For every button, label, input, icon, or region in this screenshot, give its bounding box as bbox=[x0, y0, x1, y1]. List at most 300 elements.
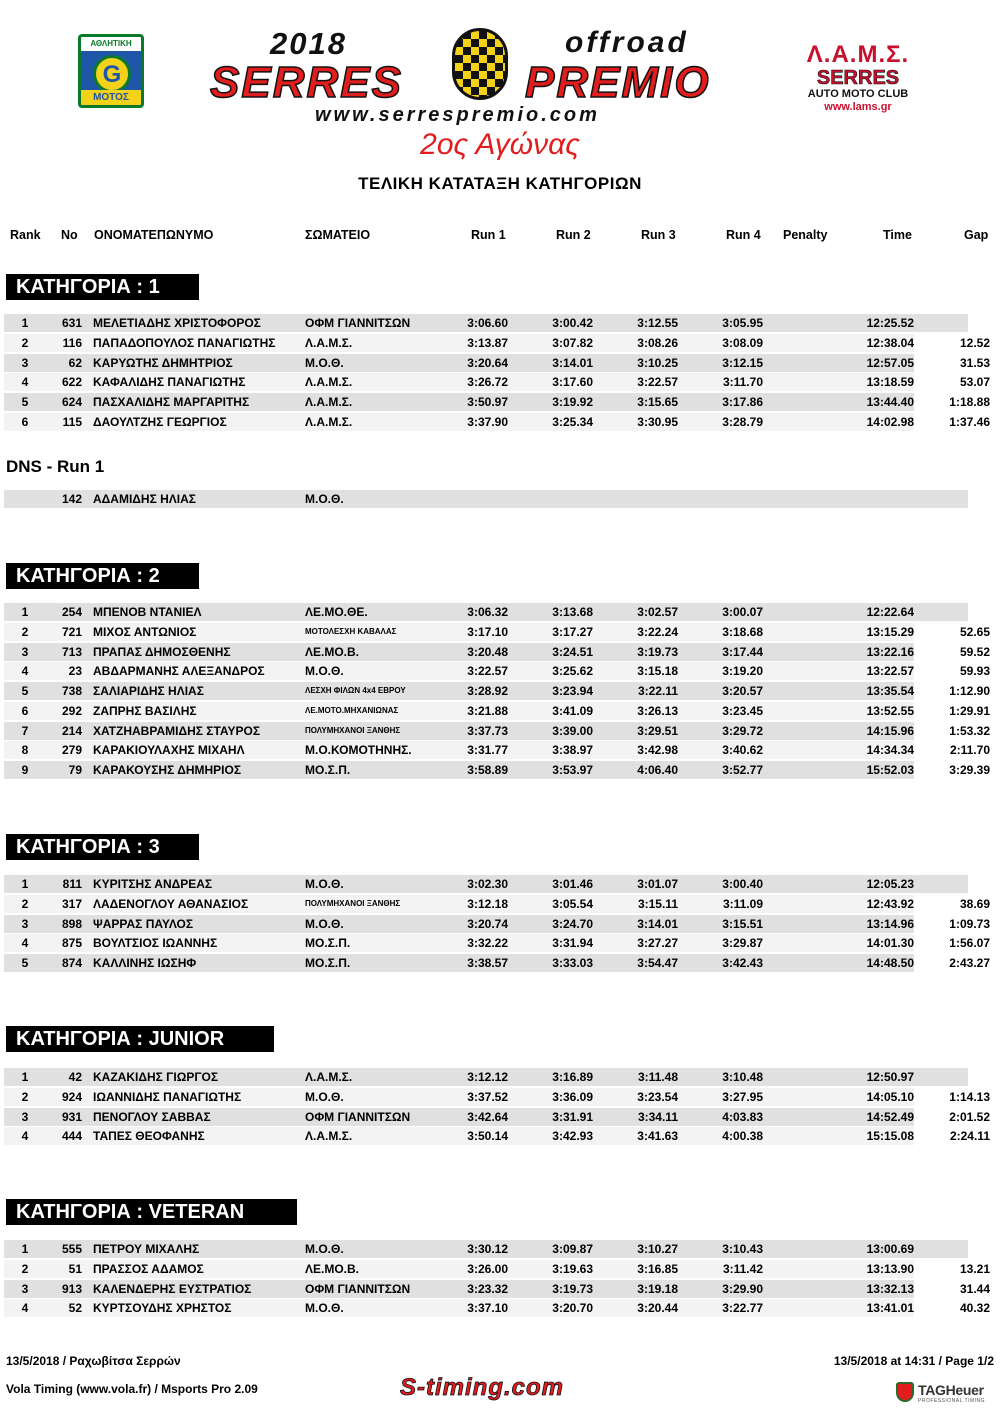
rank: 4 bbox=[21, 375, 29, 390]
run4-time: 3:12.15 bbox=[722, 355, 763, 370]
col-run1: Run 1 bbox=[471, 228, 506, 242]
run3-time: 3:20.44 bbox=[637, 1301, 678, 1316]
run1-time: 3:32.22 bbox=[467, 936, 508, 951]
col-time: Time bbox=[883, 228, 912, 242]
driver-name: ΚΑΡΑΚΟΥΣΗΣ ΔΗΜΗΡΙΟΣ bbox=[93, 763, 242, 777]
logo-top-text: ΑΘΛΗΤΙΚΗ bbox=[81, 37, 141, 51]
table-row bbox=[4, 1260, 990, 1278]
race-number: 23 bbox=[68, 664, 82, 679]
driver-name: ΔΑΟΥΛΤΖΗΣ ΓΕΩΡΓΙΟΣ bbox=[93, 414, 227, 429]
race-number: 444 bbox=[61, 1129, 82, 1144]
run4-time: 3:11.09 bbox=[722, 896, 763, 911]
run3-time: 3:22.11 bbox=[637, 684, 678, 698]
club: Λ.Α.Μ.Σ. bbox=[305, 414, 353, 429]
race-number: 279 bbox=[61, 743, 82, 758]
club: Λ.Α.Μ.Σ. bbox=[305, 1129, 353, 1144]
total-time: 13:22.16 bbox=[866, 644, 914, 659]
run3-time: 3:08.26 bbox=[637, 335, 678, 350]
brand-word-serres: SERRES bbox=[210, 58, 403, 107]
run2-time: 3:31.94 bbox=[552, 936, 593, 951]
club: ΟΦΜ ΓΙΑΝΝΙΤΣΩΝ bbox=[305, 1281, 411, 1296]
club: Μ.Ο.Θ. bbox=[305, 492, 344, 506]
rank: 4 bbox=[21, 1129, 29, 1144]
driver-name: ΠΕΤΡΟΥ ΜΙΧΑΛΗΣ bbox=[93, 1242, 200, 1256]
gap: 12.52 bbox=[914, 334, 990, 352]
run4-time: 3:29.87 bbox=[722, 936, 763, 951]
run4-time: 3:17.44 bbox=[722, 644, 763, 659]
run2-time: 3:53.97 bbox=[552, 763, 593, 777]
table-row bbox=[4, 741, 990, 759]
run2-time: 3:17.27 bbox=[552, 624, 593, 639]
category-2-banner: ΚΑΤΗΓΟΡΙΑ : 2 bbox=[6, 563, 199, 589]
run3-time: 3:16.85 bbox=[637, 1261, 678, 1276]
rank: 5 bbox=[21, 395, 29, 409]
rank: 3 bbox=[21, 1109, 29, 1124]
run4-time: 4:03.83 bbox=[722, 1109, 763, 1124]
table-row bbox=[4, 413, 990, 431]
lams-logo-line2: SERRES bbox=[816, 67, 900, 89]
run3-time: 3:29.51 bbox=[637, 723, 678, 738]
lams-logo-line1: Λ.Α.Μ.Σ. bbox=[806, 41, 910, 68]
total-time: 14:02.98 bbox=[866, 414, 914, 429]
run1-time: 3:06.60 bbox=[467, 316, 508, 330]
gap: 1:37.46 bbox=[914, 413, 990, 431]
run2-time: 3:23.94 bbox=[552, 684, 593, 698]
rank: 4 bbox=[21, 664, 29, 679]
driver-name: ΑΒΔΑΡΜΑΝΗΣ ΑΛΕΞΑΝΔΡΟΣ bbox=[93, 664, 265, 679]
club: Μ.Ο.Θ. bbox=[305, 355, 344, 370]
run2-time: 3:13.68 bbox=[552, 605, 593, 619]
lams-logo-line3: AUTO MOTO CLUB bbox=[807, 88, 909, 100]
run1-time: 3:30.12 bbox=[467, 1242, 508, 1256]
rank: 6 bbox=[21, 414, 29, 429]
run1-time: 3:50.97 bbox=[467, 395, 508, 409]
driver-name: ΧΑΤΖΗΑΒΡΑΜΙΔΗΣ ΣΤΑΥΡΟΣ bbox=[93, 723, 261, 738]
driver-name: ΤΑΠΕΣ ΘΕΟΦΑΝΗΣ bbox=[93, 1129, 205, 1144]
gap: 1:09.73 bbox=[914, 915, 990, 933]
run2-time: 3:14.01 bbox=[552, 355, 593, 370]
run2-time: 3:42.93 bbox=[552, 1129, 593, 1144]
run2-time: 3:24.70 bbox=[552, 916, 593, 931]
race-number: 51 bbox=[68, 1261, 82, 1276]
total-time: 12:25.52 bbox=[866, 316, 914, 330]
run1-time: 3:22.57 bbox=[467, 664, 508, 679]
tagheuer-subtitle: PROFESSIONAL TIMING bbox=[918, 1398, 986, 1404]
brand-word-premio: PREMIO bbox=[525, 58, 711, 107]
race-number: 79 bbox=[68, 763, 82, 777]
run1-time: 3:12.12 bbox=[467, 1070, 508, 1084]
run2-time: 3:38.97 bbox=[552, 743, 593, 758]
gap: 38.69 bbox=[914, 895, 990, 913]
run2-time: 3:20.70 bbox=[552, 1301, 593, 1316]
run4-time: 4:00.38 bbox=[722, 1129, 763, 1144]
race-number: 931 bbox=[61, 1109, 82, 1124]
col-name: ΟΝΟΜΑΤΕΠΩΝΥΜΟ bbox=[94, 228, 214, 242]
run2-time: 3:39.00 bbox=[552, 723, 593, 738]
total-time: 13:52.55 bbox=[866, 703, 914, 718]
athletic-motos-logo bbox=[78, 34, 144, 108]
gap: 59.93 bbox=[914, 662, 990, 680]
run2-time: 3:09.87 bbox=[552, 1242, 593, 1256]
run1-time: 3:12.18 bbox=[467, 896, 508, 911]
club: ΛΕ.ΜΟ.ΘΕ. bbox=[305, 605, 368, 619]
run1-time: 3:28.92 bbox=[467, 684, 508, 698]
total-time: 14:34.34 bbox=[866, 743, 914, 758]
run2-time: 3:31.91 bbox=[552, 1109, 593, 1124]
run1-time: 3:20.74 bbox=[467, 916, 508, 931]
race-number: 115 bbox=[62, 414, 82, 429]
total-time: 14:48.50 bbox=[866, 956, 914, 970]
driver-name: ΚΥΡΤΣΟΥΔΗΣ ΧΡΗΣΤΟΣ bbox=[93, 1301, 232, 1316]
race-number: 713 bbox=[61, 644, 82, 659]
run2-time: 3:25.34 bbox=[552, 414, 593, 429]
run3-time: 3:15.11 bbox=[637, 896, 678, 911]
gap: 59.52 bbox=[914, 643, 990, 661]
run3-time: 3:12.55 bbox=[637, 316, 678, 330]
driver-name: ΠΕΝΟΓΛΟΥ ΣΑΒΒΑΣ bbox=[93, 1109, 211, 1124]
run2-time: 3:00.42 bbox=[552, 316, 593, 330]
club: ΜΟ.Σ.Π. bbox=[305, 763, 351, 777]
driver-name: ΖΑΠΡΗΣ ΒΑΣΙΛΗΣ bbox=[93, 703, 197, 718]
rank: 3 bbox=[21, 916, 29, 931]
run1-time: 3:20.64 bbox=[467, 355, 508, 370]
tagheuer-name: TAGHeuer bbox=[918, 1382, 984, 1398]
gap: 1:29.91 bbox=[914, 702, 990, 720]
run4-time: 3:10.48 bbox=[722, 1070, 763, 1084]
table-row bbox=[4, 334, 990, 352]
run2-time: 3:19.73 bbox=[552, 1281, 593, 1296]
driver-name: ΜΠΕΝΟΒ ΝΤΑΝΙΕΛ bbox=[93, 605, 202, 619]
gap: 13.21 bbox=[914, 1260, 990, 1278]
run3-time: 3:27.27 bbox=[637, 936, 678, 951]
logo-bottom-text: ΜΟΤΟΣ bbox=[81, 90, 141, 105]
run4-time: 3:40.62 bbox=[722, 743, 763, 758]
run1-time: 3:21.88 bbox=[467, 703, 508, 718]
total-time: 14:05.10 bbox=[866, 1089, 914, 1104]
run3-time: 3:01.07 bbox=[637, 877, 678, 891]
logo-g-emblem-icon bbox=[93, 55, 131, 93]
race-number: 52 bbox=[68, 1301, 82, 1316]
rank: 2 bbox=[21, 1089, 29, 1104]
club: Μ.Ο.Θ. bbox=[305, 877, 344, 891]
tagheuer-logo bbox=[896, 1380, 996, 1406]
race-number: 875 bbox=[61, 936, 82, 951]
club: Μ.Ο.Θ. bbox=[305, 1301, 344, 1316]
race-number: 631 bbox=[61, 316, 82, 330]
gap: 2:11.70 bbox=[914, 741, 990, 759]
run4-time: 3:11.42 bbox=[722, 1261, 763, 1276]
run2-time: 3:36.09 bbox=[552, 1089, 593, 1104]
brand-website: www.serrespremio.com bbox=[315, 104, 600, 126]
s-timing-logo: S-timing.com bbox=[400, 1374, 565, 1401]
club: Λ.Α.Μ.Σ. bbox=[305, 1070, 353, 1084]
driver-name: ΠΡΑΠΑΣ ΔΗΜΟΣΘΕΝΗΣ bbox=[93, 644, 231, 659]
footer-printed-page: 13/5/2018 at 14:31 / Page 1/2 bbox=[833, 1354, 994, 1368]
driver-name: ΚΑΡΥΩΤΗΣ ΔΗΜΗΤΡΙΟΣ bbox=[93, 355, 233, 370]
col-rank: Rank bbox=[10, 228, 41, 242]
run4-time: 3:42.43 bbox=[722, 956, 763, 970]
rank: 3 bbox=[21, 644, 29, 659]
rank: 1 bbox=[21, 1070, 29, 1084]
run2-time: 3:01.46 bbox=[552, 877, 593, 891]
brand-offroad: offroad bbox=[565, 26, 689, 59]
col-run3: Run 3 bbox=[641, 228, 676, 242]
race-number: 874 bbox=[61, 956, 82, 970]
total-time: 15:15.08 bbox=[866, 1129, 914, 1144]
total-time: 14:01.30 bbox=[866, 936, 914, 951]
table-row bbox=[4, 722, 990, 740]
run2-time: 3:05.54 bbox=[552, 896, 593, 911]
run4-time: 3:11.70 bbox=[722, 375, 763, 390]
rank: 1 bbox=[21, 316, 29, 330]
total-time: 12:43.92 bbox=[866, 896, 914, 911]
race-number: 292 bbox=[61, 703, 82, 718]
rank: 7 bbox=[21, 723, 29, 738]
rank: 8 bbox=[21, 743, 29, 758]
total-time: 12:22.64 bbox=[866, 605, 914, 619]
driver-name: ΛΑΔΕΝΟΓΛΟΥ ΑΘΑΝΑΣΙΟΣ bbox=[93, 896, 249, 911]
brand-year: 2018 bbox=[270, 26, 347, 61]
driver-name: ΜΙΧΟΣ ΑΝΤΩΝΙΟΣ bbox=[93, 624, 197, 639]
total-time: 13:35.54 bbox=[866, 684, 914, 698]
table-row bbox=[4, 314, 968, 332]
lams-logo bbox=[803, 42, 913, 122]
run1-time: 3:42.64 bbox=[467, 1109, 508, 1124]
table-row bbox=[4, 393, 990, 411]
run3-time: 3:34.11 bbox=[637, 1109, 678, 1124]
run2-time: 3:33.03 bbox=[552, 956, 593, 970]
club: ΛΕ.ΜΟ.Β. bbox=[305, 644, 360, 659]
race-number: 738 bbox=[61, 684, 82, 698]
driver-name: ΚΑΡΑΚΙΟΥΛΑΧΗΣ ΜΙΧΑΗΛ bbox=[93, 743, 245, 758]
club: ΠΟΛΥΜΗΧΑΝΟΙ ΞΑΝΘΗΣ bbox=[305, 725, 401, 735]
club: ΛΕ.ΜΟ.Β. bbox=[305, 1261, 360, 1276]
run1-time: 3:26.72 bbox=[467, 375, 508, 390]
club: Μ.Ο.Θ. bbox=[305, 916, 344, 931]
race-number: 142 bbox=[61, 492, 82, 506]
gap: 2:43.27 bbox=[914, 954, 990, 972]
rank: 5 bbox=[21, 684, 29, 698]
run1-time: 3:37.52 bbox=[467, 1089, 508, 1104]
club: Λ.Α.Μ.Σ. bbox=[305, 395, 353, 409]
table-row bbox=[4, 373, 990, 391]
table-row bbox=[4, 354, 990, 372]
club: Λ.Α.Μ.Σ. bbox=[305, 375, 353, 390]
gap: 1:12.90 bbox=[914, 682, 990, 700]
run3-time: 3:54.47 bbox=[637, 956, 678, 970]
table-row bbox=[4, 1088, 990, 1106]
run3-time: 3:14.01 bbox=[637, 916, 678, 931]
table-row bbox=[4, 1068, 968, 1086]
table-row bbox=[4, 702, 990, 720]
club: Λ.Α.Μ.Σ. bbox=[305, 335, 353, 350]
run3-time: 3:15.65 bbox=[637, 395, 678, 409]
run1-time: 3:13.87 bbox=[467, 335, 508, 350]
serres-premio-logo bbox=[200, 22, 770, 132]
run4-time: 3:00.40 bbox=[722, 877, 763, 891]
run1-time: 3:06.32 bbox=[467, 605, 508, 619]
table-row bbox=[4, 1108, 990, 1126]
page-subtitle: ΤΕΛΙΚΗ ΚΑΤΑΤΑΞΗ ΚΑΤΗΓΟΡΙΩΝ bbox=[358, 174, 642, 193]
run3-time: 3:15.18 bbox=[637, 664, 678, 679]
run3-time: 3:41.63 bbox=[637, 1129, 678, 1144]
run3-time: 3:10.27 bbox=[637, 1242, 678, 1256]
run4-time: 3:19.20 bbox=[722, 664, 763, 679]
run1-time: 3:23.32 bbox=[467, 1281, 508, 1296]
gap: 2:01.52 bbox=[914, 1108, 990, 1126]
run4-time: 3:17.86 bbox=[722, 395, 763, 409]
gap: 1:18.88 bbox=[914, 393, 990, 411]
rank: 4 bbox=[21, 936, 29, 951]
column-header-row bbox=[0, 228, 1000, 246]
run4-time: 3:28.79 bbox=[722, 414, 763, 429]
run4-time: 3:08.09 bbox=[722, 335, 763, 350]
gap: 1:56.07 bbox=[914, 934, 990, 952]
run4-time: 3:23.45 bbox=[722, 703, 763, 718]
race-number: 254 bbox=[61, 605, 82, 619]
run4-time: 3:52.77 bbox=[722, 763, 763, 777]
table-row bbox=[4, 1127, 990, 1145]
table-row bbox=[4, 915, 990, 933]
race-number: 924 bbox=[61, 1089, 82, 1104]
club: ΜΟ.Σ.Π. bbox=[305, 936, 351, 951]
run1-time: 3:26.00 bbox=[467, 1261, 508, 1276]
gap: 40.32 bbox=[914, 1299, 990, 1317]
driver-name: ΚΥΡΙΤΣΗΣ ΑΝΔΡΕΑΣ bbox=[93, 877, 213, 891]
rank: 6 bbox=[21, 703, 29, 718]
race-number: 913 bbox=[61, 1281, 82, 1296]
driver-name: ΠΑΣΧΑΛΙΔΗΣ ΜΑΡΓΑΡΙΤΗΣ bbox=[93, 395, 250, 409]
table-row bbox=[4, 643, 990, 661]
table-row bbox=[4, 490, 968, 508]
driver-name: ΚΑΖΑΚΙΔΗΣ ΓΙΩΡΓΟΣ bbox=[93, 1070, 219, 1084]
category-3-banner: ΚΑΤΗΓΟΡΙΑ : 3 bbox=[6, 834, 199, 860]
run2-time: 3:16.89 bbox=[552, 1070, 593, 1084]
run3-time: 3:23.54 bbox=[637, 1089, 678, 1104]
driver-name: ΙΩΑΝΝΙΔΗΣ ΠΑΝΑΓΙΩΤΗΣ bbox=[93, 1089, 242, 1104]
driver-name: ΜΕΛΕΤΙΑΔΗΣ ΧΡΙΣΤΟΦΟΡΟΣ bbox=[93, 316, 261, 330]
club: ΜΟΤΟΛΕΣΧΗ ΚΑΒΑΛΑΣ bbox=[305, 626, 397, 636]
run2-time: 3:41.09 bbox=[552, 703, 593, 718]
col-gap: Gap bbox=[964, 228, 989, 242]
driver-name: ΨΑΡΡΑΣ ΠΑΥΛΟΣ bbox=[93, 916, 194, 931]
footer-software: Vola Timing (www.vola.fr) / Msports Pro 2.09 bbox=[6, 1382, 258, 1396]
driver-name: ΣΑΛΙΑΡΙΔΗΣ ΗΛΙΑΣ bbox=[93, 684, 204, 698]
run4-time: 3:27.95 bbox=[722, 1089, 763, 1104]
run1-time: 3:02.30 bbox=[467, 877, 508, 891]
table-row bbox=[4, 603, 968, 621]
total-time: 13:32.13 bbox=[866, 1281, 914, 1296]
total-time: 12:38.04 bbox=[866, 335, 914, 350]
table-row bbox=[4, 761, 990, 779]
tagheuer-shield-icon bbox=[896, 1382, 914, 1402]
total-time: 12:57.05 bbox=[866, 355, 914, 370]
club: ΠΟΛΥΜΗΧΑΝΟΙ ΞΑΝΘΗΣ bbox=[305, 898, 401, 908]
rank: 3 bbox=[21, 1281, 29, 1296]
club: ΛΕΣΧΗ ΦΙΛΩΝ 4x4 ΕΒΡΟΥ bbox=[305, 686, 406, 695]
run3-time: 3:22.24 bbox=[637, 624, 678, 639]
race-number: 555 bbox=[61, 1242, 82, 1256]
race-number: 214 bbox=[61, 723, 82, 738]
run3-time: 3:02.57 bbox=[637, 605, 678, 619]
rank: 2 bbox=[21, 896, 29, 911]
driver-name: ΠΡΑΣΣΟΣ ΑΔΑΜΟΣ bbox=[93, 1261, 204, 1276]
total-time: 13:15.29 bbox=[866, 624, 914, 639]
rank: 1 bbox=[21, 605, 29, 619]
col-run4: Run 4 bbox=[726, 228, 761, 242]
table-row bbox=[4, 662, 990, 680]
rank: 1 bbox=[21, 877, 29, 891]
footer-date-place: 13/5/2018 / Ραχωβίτσα Σερρών bbox=[6, 1354, 181, 1368]
run2-time: 3:24.51 bbox=[552, 644, 593, 659]
table-row bbox=[4, 623, 990, 641]
run2-time: 3:19.92 bbox=[552, 395, 593, 409]
run4-time: 3:18.68 bbox=[722, 624, 763, 639]
run4-time: 3:29.90 bbox=[722, 1281, 763, 1296]
total-time: 14:15.96 bbox=[866, 723, 914, 738]
total-time: 14:52.49 bbox=[866, 1109, 914, 1124]
run4-time: 3:15.51 bbox=[722, 916, 763, 931]
club: Μ.Ο.ΚΟΜΟΤΗΝΗΣ. bbox=[305, 743, 412, 758]
table-row bbox=[4, 895, 990, 913]
rank: 9 bbox=[21, 763, 29, 777]
gap: 2:24.11 bbox=[914, 1127, 990, 1145]
rank: 3 bbox=[21, 355, 29, 370]
race-number: 116 bbox=[62, 335, 82, 350]
total-time: 12:50.97 bbox=[866, 1070, 914, 1084]
table-row bbox=[4, 934, 990, 952]
total-time: 13:00.69 bbox=[866, 1242, 914, 1256]
driver-name: ΠΑΠΑΔΟΠΟΥΛΟΣ ΠΑΝΑΓΙΩΤΗΣ bbox=[93, 335, 276, 350]
run3-time: 3:19.18 bbox=[637, 1281, 678, 1296]
total-time: 13:41.01 bbox=[866, 1301, 914, 1316]
race-number: 624 bbox=[61, 395, 82, 409]
total-time: 15:52.03 bbox=[866, 763, 914, 777]
page-header bbox=[0, 0, 1000, 200]
table-row bbox=[4, 682, 990, 700]
run4-time: 3:00.07 bbox=[722, 605, 763, 619]
gap: 1:14.13 bbox=[914, 1088, 990, 1106]
total-time: 12:05.23 bbox=[866, 877, 914, 891]
run3-time: 3:30.95 bbox=[637, 414, 678, 429]
table-row bbox=[4, 875, 968, 893]
driver-name: ΚΑΦΑΛΙΔΗΣ ΠΑΝΑΓΙΩΤΗΣ bbox=[93, 375, 246, 390]
col-penalty: Penalty bbox=[783, 228, 828, 242]
gap: 31.44 bbox=[914, 1280, 990, 1298]
category-veteran-banner: ΚΑΤΗΓΟΡΙΑ : VETERAN bbox=[6, 1199, 297, 1225]
run3-time: 4:06.40 bbox=[637, 763, 678, 777]
race-number: 42 bbox=[68, 1070, 82, 1084]
rank: 2 bbox=[21, 335, 29, 350]
gap: 31.53 bbox=[914, 354, 990, 372]
lams-logo-line4: www.lams.gr bbox=[824, 101, 892, 113]
gap: 1:53.32 bbox=[914, 722, 990, 740]
run3-time: 3:19.73 bbox=[637, 644, 678, 659]
run2-time: 3:19.63 bbox=[552, 1261, 593, 1276]
run2-time: 3:07.82 bbox=[552, 335, 593, 350]
rank: 2 bbox=[21, 624, 29, 639]
driver-name: ΑΔΑΜΙΔΗΣ ΗΛΙΑΣ bbox=[93, 492, 196, 506]
total-time: 13:14.96 bbox=[866, 916, 914, 931]
table-row bbox=[4, 1299, 990, 1317]
race-number: 622 bbox=[61, 375, 82, 390]
run3-time: 3:26.13 bbox=[637, 703, 678, 718]
total-time: 13:18.59 bbox=[866, 375, 914, 390]
club: Μ.Ο.Θ. bbox=[305, 1242, 344, 1256]
race-number: 811 bbox=[62, 877, 82, 891]
run1-time: 3:50.14 bbox=[467, 1129, 508, 1144]
club: ΜΟ.Σ.Π. bbox=[305, 956, 351, 970]
